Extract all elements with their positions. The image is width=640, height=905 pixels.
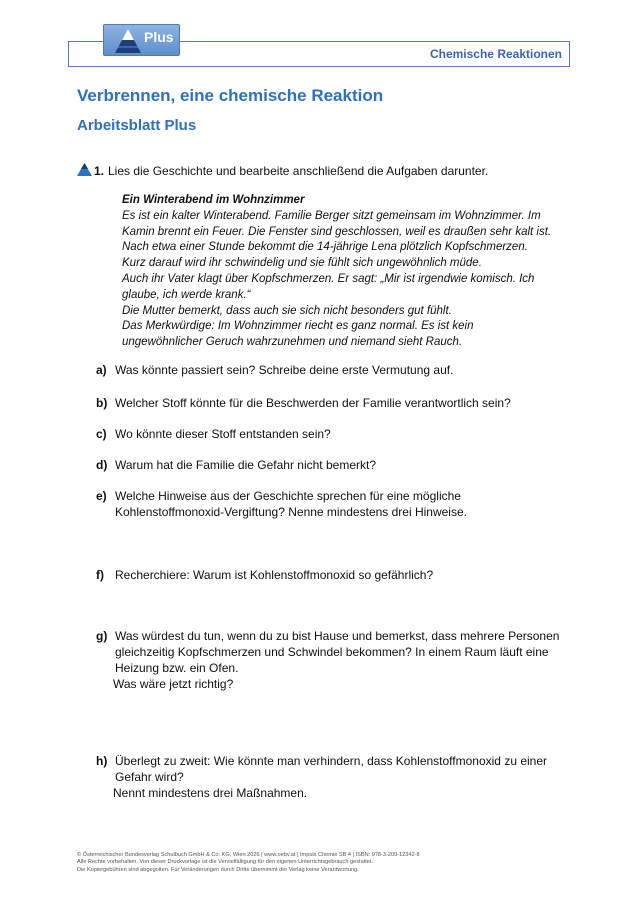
pyramid-icon — [114, 28, 142, 54]
story-line: ungewöhnlicher Geruch wahrzunehmen und niemand sieht Rauch. — [122, 336, 463, 349]
story-line: Kurz darauf wird ihr schwindelig und sie fühlt sich ungewöhnlich müde. — [122, 257, 482, 270]
question-text: Warum hat die Familie die Gefahr nicht bemerkt? — [115, 458, 376, 472]
question-letter: b) — [96, 396, 108, 410]
footer-line: Die Kopiergebühren sind abgegolten. Für Veränderungen durch Dritte übernimmt der Verlag keine Verantwortung. — [77, 866, 359, 873]
question-text: Recherchiere: Warum ist Kohlenstoffmonoxid so gefährlich? — [115, 568, 434, 582]
story-line: Es ist ein kalter Winterabend. Familie Berger sitzt gemeinsam im Wohnzimmer. Im — [122, 209, 541, 222]
question-text: Kohlenstoffmonoxid-Vergiftung? Nenne mindestens drei Hinweise. — [115, 505, 467, 519]
footer — [77, 852, 420, 874]
question-text: Gefahr wird? — [115, 770, 184, 784]
plus-logo — [103, 24, 180, 56]
question-letter: g) — [96, 629, 108, 643]
question-text: Was wäre jetzt richtig? — [113, 677, 234, 691]
question-text: gleichzeitig Kopfschmerzen und Schwindel bekommen? In einem Raum läuft eine — [115, 645, 549, 659]
question-text: Was würdest du tun, wenn du zu bist Hause und bemerkst, dass mehrere Personen — [115, 629, 560, 643]
question-text: Nennt mindestens drei Maßnahmen. — [113, 786, 308, 800]
story-title: Ein Winterabend im Wohnzimmer — [122, 194, 305, 206]
story-line: glaube, ich werde krank.“ — [122, 288, 251, 301]
story-box — [122, 193, 572, 351]
logo-text: Plus — [144, 29, 174, 45]
question-letter: e) — [96, 489, 107, 503]
question-text: Welche Hinweise aus der Geschichte sprechen für eine mögliche — [115, 489, 461, 503]
question-text: Überlegt zu zweit: Wie könnte man verhindern, dass Kohlenstoffmonoxid zu einer — [115, 754, 548, 768]
footer-line: Alle Rechte vorbehalten. Von dieser Druckvorlage ist die Vervielfältigung für den eigenen Unterrichtsgebrauch gestattet. — [77, 859, 374, 866]
question-letter: f) — [96, 568, 104, 582]
question-text: Was könnte passiert sein? Schreibe deine erste Vermutung auf. — [115, 363, 454, 377]
question-letter: d) — [96, 458, 108, 472]
question-letter: h) — [96, 754, 108, 768]
question-letter: c) — [96, 427, 107, 441]
footer-line: © Österreichischer Bundesverlag Schulbuch GmbH & Co. KG, Wien 2026 | www.oebv.at | Impuls Chemie SB 4 | ISBN: 978-3-209-12342-8 — [77, 852, 420, 858]
page-subtitle: Arbeitsblatt Plus — [77, 117, 197, 134]
story-line: Die Mutter bemerkt, dass auch sie sich nicht besonders gut fühlt. — [122, 304, 452, 317]
section-label: Chemische Reaktionen — [429, 47, 562, 61]
task-text: Lies die Geschichte und bearbeite anschließend die Aufgaben darunter. — [108, 164, 489, 178]
question-text: Heizung bzw. ein Ofen. — [115, 661, 239, 675]
page-title: Verbrennen, eine chemische Reaktion — [77, 86, 384, 105]
story-line: Nach etwa einer Stunde bekommt die 14-jährige Lena plötzlich Kopfschmerzen. — [122, 241, 528, 254]
task-level-icon — [77, 163, 92, 176]
story-line: Kamin brennt ein Feuer. Die Fenster sind geschlossen, weil es draußen sehr kalt ist. — [122, 225, 552, 238]
question-text: Wo könnte dieser Stoff entstanden sein? — [115, 427, 331, 441]
story-line: Auch ihr Vater klagt über Kopfschmerzen. Er sagt: „Mir ist irgendwie komisch. Ich — [122, 272, 535, 285]
question-letter: a) — [96, 363, 107, 377]
question-text: Welcher Stoff könnte für die Beschwerden der Familie verantwortlich sein? — [115, 396, 511, 410]
story-line: Das Merkwürdige: Im Wohnzimmer riecht es ganz normal. Es ist kein — [122, 320, 474, 333]
task-number: 1. — [94, 164, 105, 178]
